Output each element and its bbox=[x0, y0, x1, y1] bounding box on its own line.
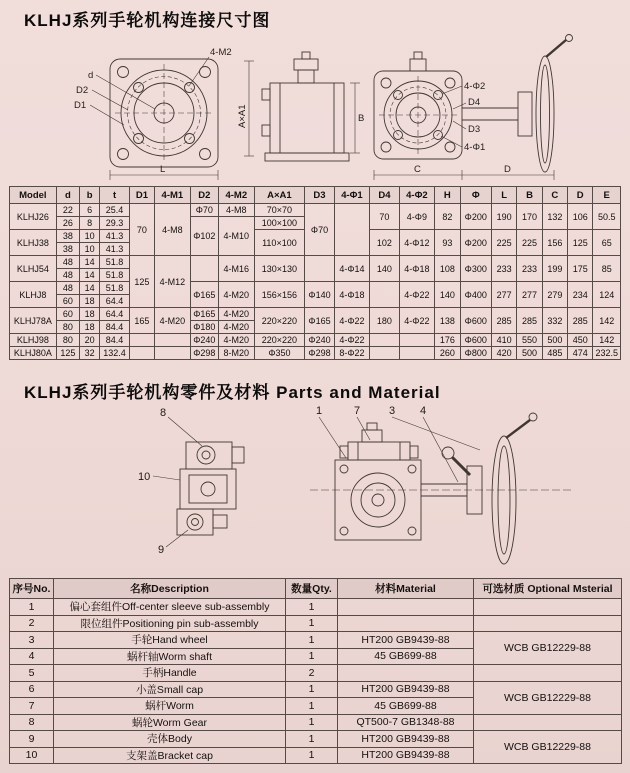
table-cell: 4-M20 bbox=[219, 334, 255, 347]
table-cell: 51.8 bbox=[100, 282, 129, 295]
table-cell: 80 bbox=[56, 334, 79, 347]
table-cell: 4-Φ22 bbox=[399, 308, 435, 334]
table-cell: 4-M20 bbox=[219, 308, 255, 321]
column-header: 材料Material bbox=[338, 579, 474, 599]
table-cell: 102 bbox=[370, 230, 399, 256]
table-cell: 偏心套组件Off-center sleeve sub-assembly bbox=[54, 599, 286, 616]
table-cell: Φ70 bbox=[190, 204, 218, 217]
table-cell: 140 bbox=[435, 282, 460, 308]
dim-label-d3: D3 bbox=[468, 124, 481, 135]
table-cell: 142 bbox=[593, 334, 621, 347]
table-cell: 1 bbox=[286, 681, 338, 698]
table-cell bbox=[129, 347, 154, 360]
table-cell: 285 bbox=[491, 308, 516, 334]
table-cell: Φ165 bbox=[305, 308, 334, 334]
table-cell: Φ298 bbox=[305, 347, 334, 360]
table-cell: 125 bbox=[129, 256, 154, 308]
table-cell: 4-Φ18 bbox=[399, 256, 435, 282]
table-cell: 279 bbox=[542, 282, 567, 308]
table-cell: Φ165 bbox=[190, 308, 218, 321]
table-cell bbox=[190, 256, 218, 282]
column-header: C bbox=[542, 187, 567, 204]
table-cell: 10 bbox=[10, 747, 54, 764]
table-cell: Φ240 bbox=[190, 334, 218, 347]
table-cell: 45 GB699-88 bbox=[338, 648, 474, 665]
table-cell: 25.4 bbox=[100, 204, 129, 217]
table-cell: 64.4 bbox=[100, 295, 129, 308]
table-cell: 93 bbox=[435, 230, 460, 256]
table-cell: 20 bbox=[80, 334, 100, 347]
table-cell: 500 bbox=[517, 347, 542, 360]
dim-label-4f1: 4-Φ1 bbox=[464, 142, 486, 153]
table-cell: 474 bbox=[568, 347, 593, 360]
table-cell bbox=[338, 599, 474, 616]
table-cell: 220×220 bbox=[254, 334, 305, 347]
table-cell: 175 bbox=[568, 256, 593, 282]
table-cell: 180 bbox=[370, 308, 399, 334]
table-cell: 125 bbox=[568, 230, 593, 256]
table-cell: 65 bbox=[593, 230, 621, 256]
column-header: D bbox=[568, 187, 593, 204]
table-row bbox=[10, 256, 621, 269]
table-cell: 45 GB699-88 bbox=[338, 698, 474, 715]
table-cell: KLHJ54 bbox=[10, 256, 57, 282]
table-cell: 18 bbox=[80, 295, 100, 308]
column-header: E bbox=[593, 187, 621, 204]
table-cell bbox=[334, 204, 370, 256]
table-cell: 225 bbox=[491, 230, 516, 256]
column-header: 数量Qty. bbox=[286, 579, 338, 599]
table-cell: 1 bbox=[286, 714, 338, 731]
table-cell: 130×130 bbox=[254, 256, 305, 282]
table-cell: 176 bbox=[435, 334, 460, 347]
dim-label-d1: D1 bbox=[74, 100, 87, 111]
table-cell: 6 bbox=[10, 681, 54, 698]
table-cell: 1 bbox=[10, 599, 54, 616]
callout-1: 1 bbox=[316, 405, 323, 417]
table-cell: 64.4 bbox=[100, 308, 129, 321]
section-title: KLHJ系列手轮机构零件及材料 Parts and Material bbox=[24, 383, 441, 402]
table-cell: 420 bbox=[491, 347, 516, 360]
table-cell: 限位组件Positioning pin sub-assembly bbox=[54, 615, 286, 632]
table-cell: 3 bbox=[10, 632, 54, 649]
table-cell: 4 bbox=[10, 648, 54, 665]
table-cell: 5 bbox=[10, 665, 54, 682]
column-header: H bbox=[435, 187, 460, 204]
column-header: A×A1 bbox=[254, 187, 305, 204]
table-cell: 70 bbox=[129, 204, 154, 256]
table-cell: 4-Φ18 bbox=[334, 282, 370, 308]
table-cell: 124 bbox=[593, 282, 621, 308]
dim-table-header-row bbox=[10, 187, 621, 204]
column-header: Φ bbox=[460, 187, 491, 204]
table-cell: Φ298 bbox=[190, 347, 218, 360]
table-cell: 450 bbox=[568, 334, 593, 347]
table-cell: 蜗轮Worm Gear bbox=[54, 714, 286, 731]
dim-label-axa1: A×A1 bbox=[237, 104, 248, 128]
table-cell: 4-M20 bbox=[219, 282, 255, 308]
table-cell bbox=[370, 282, 399, 308]
table-row bbox=[10, 714, 622, 731]
column-header: 4-Φ1 bbox=[334, 187, 370, 204]
table-cell: 1 bbox=[286, 698, 338, 715]
table-cell bbox=[474, 615, 622, 632]
table-cell: 14 bbox=[80, 282, 100, 295]
column-header: b bbox=[80, 187, 100, 204]
table-cell bbox=[155, 347, 191, 360]
table-cell: 410 bbox=[491, 334, 516, 347]
dimension-table bbox=[9, 186, 621, 360]
table-cell: Φ70 bbox=[305, 204, 334, 256]
table-cell bbox=[474, 665, 622, 682]
table-cell: 225 bbox=[517, 230, 542, 256]
dim-label-d4: D4 bbox=[468, 97, 481, 108]
table-cell: KLHJ80A bbox=[10, 347, 57, 360]
table-cell: 332 bbox=[542, 308, 567, 334]
table-cell: Φ140 bbox=[305, 282, 334, 308]
table-cell bbox=[129, 334, 154, 347]
table-cell: 4-M16 bbox=[219, 256, 255, 282]
column-header: B bbox=[517, 187, 542, 204]
column-header: L bbox=[491, 187, 516, 204]
table-cell: 132.4 bbox=[100, 347, 129, 360]
table-cell: 4-M8 bbox=[155, 204, 191, 256]
table-cell: Φ600 bbox=[460, 334, 491, 347]
table-cell: 4-Φ22 bbox=[399, 282, 435, 308]
table-cell: 82 bbox=[435, 204, 460, 230]
table-cell: 70 bbox=[370, 204, 399, 230]
table-cell: 199 bbox=[542, 256, 567, 282]
column-header: 4-M1 bbox=[155, 187, 191, 204]
main-assembly-view bbox=[319, 413, 537, 564]
table-cell: 22 bbox=[56, 204, 79, 217]
column-header: d bbox=[56, 187, 79, 204]
table-cell: 32 bbox=[80, 347, 100, 360]
table-cell: 2 bbox=[286, 665, 338, 682]
sub-assembly-view bbox=[153, 417, 244, 547]
table-cell: 84.4 bbox=[100, 321, 129, 334]
front-view bbox=[90, 57, 218, 180]
table-cell: 壳体Body bbox=[54, 731, 286, 748]
table-cell: 8 bbox=[10, 714, 54, 731]
table-cell: 4-M12 bbox=[155, 256, 191, 308]
table-cell bbox=[474, 599, 622, 616]
parts-table bbox=[9, 578, 622, 764]
table-cell: 4-M10 bbox=[219, 217, 255, 256]
table-cell: KLHJ78A bbox=[10, 308, 57, 334]
table-cell bbox=[474, 714, 622, 731]
table-cell: 190 bbox=[491, 204, 516, 230]
table-cell: 220×220 bbox=[254, 308, 305, 334]
table-cell: 500 bbox=[542, 334, 567, 347]
table-cell: 1 bbox=[286, 731, 338, 748]
table-cell: 84.4 bbox=[100, 334, 129, 347]
table-cell: 233 bbox=[517, 256, 542, 282]
table-cell: 234 bbox=[568, 282, 593, 308]
table-cell: KLHJ98 bbox=[10, 334, 57, 347]
table-cell: KLHJ26 bbox=[10, 204, 57, 230]
table-cell: 170 bbox=[517, 204, 542, 230]
table-cell: 108 bbox=[435, 256, 460, 282]
column-header: t bbox=[100, 187, 129, 204]
table-cell: 140 bbox=[370, 256, 399, 282]
parts-table-header-row bbox=[10, 579, 622, 599]
table-row bbox=[10, 731, 622, 748]
table-cell: 6 bbox=[80, 204, 100, 217]
table-row bbox=[10, 599, 622, 616]
table-cell: 4-M20 bbox=[219, 321, 255, 334]
column-header: 名称Description bbox=[54, 579, 286, 599]
table-cell bbox=[338, 665, 474, 682]
column-header: D3 bbox=[305, 187, 334, 204]
table-row bbox=[10, 308, 621, 321]
dim-label-l: L bbox=[160, 164, 166, 175]
table-cell: 125 bbox=[56, 347, 79, 360]
callout-8: 8 bbox=[160, 407, 167, 419]
table-row bbox=[10, 282, 621, 295]
table-row bbox=[10, 347, 621, 360]
table-cell: 70×70 bbox=[254, 204, 305, 217]
table-cell: HT200 GB9439-88 bbox=[338, 681, 474, 698]
table-cell: 4-Φ14 bbox=[334, 256, 370, 282]
table-row bbox=[10, 681, 622, 698]
table-cell bbox=[155, 334, 191, 347]
parts-drawing bbox=[10, 400, 620, 572]
table-cell: 85 bbox=[593, 256, 621, 282]
table-cell bbox=[305, 256, 334, 282]
callout-9: 9 bbox=[158, 544, 165, 556]
table-cell: 4-Φ22 bbox=[334, 334, 370, 347]
table-cell: 285 bbox=[568, 308, 593, 334]
table-cell: 7 bbox=[10, 698, 54, 715]
table-cell: 106 bbox=[568, 204, 593, 230]
callout-10: 10 bbox=[138, 471, 151, 483]
table-cell: HT200 GB9439-88 bbox=[338, 747, 474, 764]
column-header: 4-M2 bbox=[219, 187, 255, 204]
column-header: D4 bbox=[370, 187, 399, 204]
part-callouts bbox=[138, 405, 426, 556]
dim-label-c: C bbox=[414, 164, 421, 175]
table-cell: 蜗杆Worm bbox=[54, 698, 286, 715]
table-cell bbox=[399, 347, 435, 360]
table-cell: 26 bbox=[56, 217, 79, 230]
table-row bbox=[10, 665, 622, 682]
table-cell: 1 bbox=[286, 615, 338, 632]
callout-3: 3 bbox=[389, 405, 396, 417]
table-cell: 4-Φ12 bbox=[399, 230, 435, 256]
table-cell: 小盖Small cap bbox=[54, 681, 286, 698]
table-cell: 手柄Handle bbox=[54, 665, 286, 682]
table-cell: WCB GB12229-88 bbox=[474, 681, 622, 714]
dim-label-d2: D2 bbox=[76, 85, 89, 96]
table-cell: Φ600 bbox=[460, 308, 491, 334]
connection-dimension-drawing bbox=[12, 26, 618, 182]
table-cell: 14 bbox=[80, 256, 100, 269]
table-cell: HT200 GB9439-88 bbox=[338, 731, 474, 748]
table-cell: 260 bbox=[435, 347, 460, 360]
table-cell: 4-Φ9 bbox=[399, 204, 435, 230]
table-cell: 48 bbox=[56, 256, 79, 269]
table-cell: 4-Φ22 bbox=[334, 308, 370, 334]
table-cell: 232.5 bbox=[593, 347, 621, 360]
table-cell: 277 bbox=[517, 282, 542, 308]
column-header: D2 bbox=[190, 187, 218, 204]
table-cell: 165 bbox=[129, 308, 154, 334]
table-cell: 1 bbox=[286, 648, 338, 665]
table-cell: 蜗杆轴Worm shaft bbox=[54, 648, 286, 665]
table-cell: KLHJ8 bbox=[10, 282, 57, 308]
table-cell: WCB GB12229-88 bbox=[474, 632, 622, 665]
column-header: 4-Φ2 bbox=[399, 187, 435, 204]
table-cell: 142 bbox=[593, 308, 621, 334]
callout-4: 4 bbox=[420, 405, 427, 417]
table-cell: 14 bbox=[80, 269, 100, 282]
table-cell bbox=[338, 615, 474, 632]
column-header: Model bbox=[10, 187, 57, 204]
table-cell: 29.3 bbox=[100, 217, 129, 230]
table-cell: 4-M20 bbox=[155, 308, 191, 334]
table-cell: 60 bbox=[56, 295, 79, 308]
table-cell: 9 bbox=[10, 731, 54, 748]
table-cell: 51.8 bbox=[100, 269, 129, 282]
table-cell bbox=[370, 347, 399, 360]
table-cell: 10 bbox=[80, 243, 100, 256]
table-cell bbox=[399, 334, 435, 347]
dim-label-b: B bbox=[358, 113, 365, 124]
table-cell: 1 bbox=[286, 747, 338, 764]
table-cell: 550 bbox=[517, 334, 542, 347]
dim-label-d: d bbox=[88, 70, 94, 81]
table-cell: 18 bbox=[80, 321, 100, 334]
table-cell: 38 bbox=[56, 243, 79, 256]
dim-label-d-dim: D bbox=[504, 164, 511, 175]
table-cell: Φ165 bbox=[190, 282, 218, 308]
table-cell: 48 bbox=[56, 282, 79, 295]
table-cell: 100×100 bbox=[254, 217, 305, 230]
table-cell: WCB GB12229-88 bbox=[474, 731, 622, 764]
table-cell: 8-M20 bbox=[219, 347, 255, 360]
table-cell: Φ240 bbox=[305, 334, 334, 347]
table-cell: 138 bbox=[435, 308, 460, 334]
column-header: D1 bbox=[129, 187, 154, 204]
table-cell: 60 bbox=[56, 308, 79, 321]
page-title: KLHJ系列手轮机构连接尺寸图 bbox=[24, 11, 271, 30]
table-cell: 支架盖Bracket cap bbox=[54, 747, 286, 764]
table-row bbox=[10, 334, 621, 347]
table-cell: 80 bbox=[56, 321, 79, 334]
table-cell: 132 bbox=[542, 204, 567, 230]
table-row bbox=[10, 204, 621, 217]
table-cell: 10 bbox=[80, 230, 100, 243]
table-cell: Φ200 bbox=[460, 204, 491, 230]
table-cell: 2 bbox=[10, 615, 54, 632]
table-cell: 156 bbox=[542, 230, 567, 256]
table-cell: Φ800 bbox=[460, 347, 491, 360]
table-cell: Φ180 bbox=[190, 321, 218, 334]
table-cell: 18 bbox=[80, 308, 100, 321]
table-cell: 277 bbox=[491, 282, 516, 308]
callout-7: 7 bbox=[354, 405, 361, 417]
table-cell: 4-M8 bbox=[219, 204, 255, 217]
table-row bbox=[10, 615, 622, 632]
table-cell: 50.5 bbox=[593, 204, 621, 230]
table-cell: 51.8 bbox=[100, 256, 129, 269]
table-cell: 156×156 bbox=[254, 282, 305, 308]
table-cell: KLHJ38 bbox=[10, 230, 57, 256]
column-header: 序号No. bbox=[10, 579, 54, 599]
table-cell: 8-Φ22 bbox=[334, 347, 370, 360]
table-cell: 38 bbox=[56, 230, 79, 243]
table-cell: Φ300 bbox=[460, 256, 491, 282]
table-cell: Φ102 bbox=[190, 217, 218, 256]
table-row bbox=[10, 632, 622, 649]
table-cell: 48 bbox=[56, 269, 79, 282]
table-cell: Φ400 bbox=[460, 282, 491, 308]
table-cell: 233 bbox=[491, 256, 516, 282]
side-view bbox=[262, 52, 360, 161]
table-cell: 41.3 bbox=[100, 230, 129, 243]
column-header: 可选材质 Optional Msterial bbox=[474, 579, 622, 599]
dim-label-4m2: 4-M2 bbox=[210, 47, 232, 58]
table-cell: 110×100 bbox=[254, 230, 305, 256]
table-cell: QT500-7 GB1348-88 bbox=[338, 714, 474, 731]
table-cell: 1 bbox=[286, 632, 338, 649]
dim-label-4f2: 4-Φ2 bbox=[464, 81, 486, 92]
table-cell: HT200 GB9439-88 bbox=[338, 632, 474, 649]
table-cell: 1 bbox=[286, 599, 338, 616]
table-cell bbox=[370, 334, 399, 347]
table-cell: Φ350 bbox=[254, 347, 305, 360]
table-cell: Φ200 bbox=[460, 230, 491, 256]
table-cell: 485 bbox=[542, 347, 567, 360]
table-cell: 285 bbox=[517, 308, 542, 334]
table-cell: 8 bbox=[80, 217, 100, 230]
table-cell: 手轮Hand wheel bbox=[54, 632, 286, 649]
table-cell: 41.3 bbox=[100, 243, 129, 256]
